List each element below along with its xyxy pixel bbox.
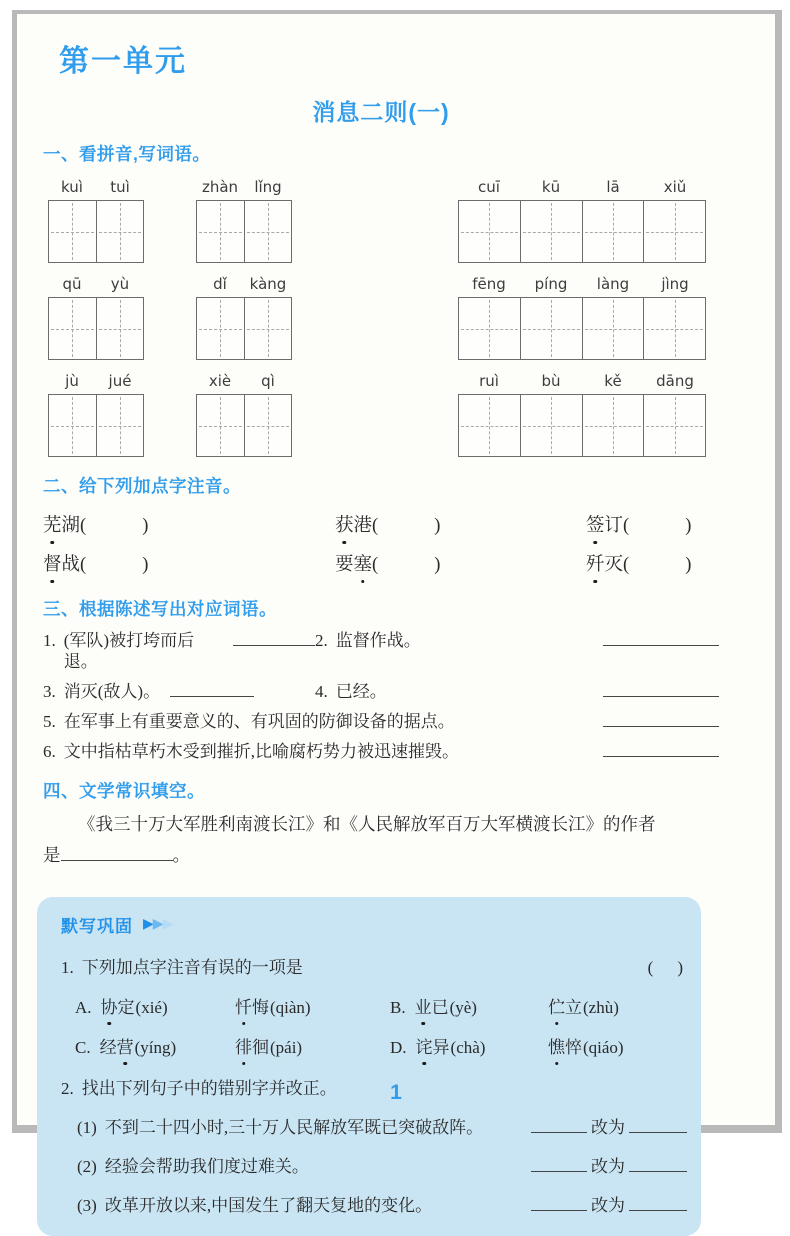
- pinyin-syllable: dǐ: [213, 275, 227, 293]
- writing-cell[interactable]: [520, 201, 582, 262]
- writing-cell[interactable]: [49, 395, 96, 456]
- writing-cell[interactable]: [459, 201, 520, 262]
- question1-stem: [37, 953, 701, 978]
- pinyin-reading: (zhù): [583, 998, 619, 1017]
- pinyin-group: [48, 372, 144, 457]
- review-box: [37, 897, 701, 1236]
- paren-close: ): [434, 555, 441, 575]
- pinyin-row: [43, 178, 719, 263]
- pinyin-syllable: kàng: [249, 275, 287, 293]
- pinyin-syllable: kuì: [61, 178, 83, 196]
- item-number: (1): [77, 1118, 97, 1137]
- pinyin-syllable: jué: [108, 372, 132, 390]
- dotted-char: 芜: [43, 511, 62, 537]
- dotted-char: 徘: [235, 1033, 252, 1058]
- option-a[interactable]: [75, 993, 235, 1018]
- dotted-char: 憔: [548, 1033, 565, 1058]
- answer-blank[interactable]: [603, 683, 719, 697]
- annotate-item: [335, 550, 586, 576]
- char: 徊: [252, 1038, 269, 1057]
- dotted-char: 签: [586, 511, 605, 537]
- pinyin-reading: (pái): [270, 1038, 303, 1057]
- answer-blank[interactable]: [531, 1119, 587, 1133]
- item-number: 2.: [315, 631, 328, 650]
- question-text: 下列加点字注音有误的一项是: [81, 958, 303, 977]
- dotted-char: 营: [117, 1033, 134, 1058]
- paren-open: (: [623, 555, 630, 575]
- definition-text: 监督作战。: [335, 631, 421, 650]
- review-box-header: [37, 912, 701, 937]
- writing-cell[interactable]: [197, 201, 244, 262]
- gai-label: 改为: [591, 1196, 625, 1215]
- review-box-title: 默写巩固: [61, 917, 133, 936]
- paren-open: (: [372, 516, 379, 536]
- answer-blank[interactable]: [61, 847, 173, 861]
- pinyin-reading: (yè): [449, 998, 477, 1017]
- answer-blank[interactable]: [629, 1197, 687, 1211]
- writing-cell[interactable]: [197, 298, 244, 359]
- item-number: 5.: [43, 712, 56, 731]
- answer-blank[interactable]: [629, 1119, 687, 1133]
- annotate-item: [43, 511, 335, 537]
- option-c[interactable]: [75, 1033, 235, 1058]
- question-suffix: 。: [172, 845, 190, 865]
- sentence-text: 经验会帮助我们度过难关。: [104, 1157, 309, 1176]
- option-b[interactable]: [390, 993, 548, 1018]
- char: 港: [353, 516, 373, 536]
- sentence-text: 改革开放以来,中国发生了翻天复地的变化。: [104, 1196, 433, 1215]
- dotted-char: 伫: [548, 993, 565, 1018]
- annotate-item: [43, 550, 335, 576]
- item-number: 6.: [43, 742, 56, 761]
- annotate-item: [586, 550, 691, 576]
- item-number: (3): [77, 1196, 97, 1215]
- char: 定: [117, 998, 135, 1017]
- char: 悔: [252, 998, 269, 1017]
- pinyin-syllable: kě: [604, 372, 622, 390]
- item-number: (2): [77, 1157, 97, 1176]
- pinyin-group: [48, 275, 144, 360]
- option-label: A.: [75, 998, 92, 1017]
- definition-text: (军队)被打垮而后退。: [63, 631, 195, 671]
- pinyin-syllable: jìng: [661, 275, 689, 293]
- pinyin-syllable: jù: [65, 372, 79, 390]
- options-row: [37, 993, 701, 1018]
- definition-text: 在军事上有重要意义的、有巩固的防御设备的据点。: [63, 712, 455, 731]
- pinyin-syllable: lā: [606, 178, 620, 196]
- item-number: 1.: [61, 958, 74, 977]
- pinyin-row: [43, 275, 719, 360]
- pinyin-syllable: píng: [534, 275, 568, 293]
- pinyin-syllable: qū: [62, 275, 82, 293]
- writing-cell[interactable]: [643, 298, 705, 359]
- option-a-word2: [235, 993, 390, 1018]
- dotted-char: 忏: [235, 993, 252, 1018]
- char: 订: [604, 516, 624, 536]
- section4-heading: 四、文学常识填空。: [43, 781, 205, 801]
- pinyin-syllable: kū: [541, 178, 561, 196]
- paren-open: (: [623, 516, 630, 536]
- pinyin-syllable: zhàn: [201, 178, 239, 196]
- pinyin-reading: (chà): [450, 1038, 486, 1057]
- dotted-char: 诧: [416, 1033, 433, 1058]
- pinyin-group: [196, 372, 292, 457]
- pinyin-group: [196, 275, 292, 360]
- writing-cell[interactable]: [582, 201, 644, 262]
- writing-cell[interactable]: [244, 201, 292, 262]
- char: 立: [565, 998, 582, 1017]
- gai-label: 改为: [591, 1157, 625, 1176]
- paren-close: ): [685, 516, 692, 536]
- answer-blank[interactable]: [233, 632, 315, 646]
- writing-cell[interactable]: [244, 395, 292, 456]
- answer-blank[interactable]: [531, 1197, 587, 1211]
- section2-heading: 二、给下列加点字注音。: [43, 476, 241, 496]
- pinyin-syllable: làng: [596, 275, 630, 293]
- section3-heading: 三、根据陈述写出对应词语。: [43, 599, 277, 619]
- char: 湖: [61, 516, 81, 536]
- paren-close: ): [685, 555, 692, 575]
- lesson-title: 消息二则(一): [312, 99, 450, 125]
- pinyin-syllable: bù: [541, 372, 561, 390]
- option-c-word2: [235, 1033, 390, 1058]
- option-label: B.: [390, 998, 406, 1017]
- pinyin-row: [43, 372, 719, 457]
- correction-row: [37, 1191, 701, 1216]
- pinyin-syllable: xiè: [208, 372, 232, 390]
- definition-text: 已经。: [335, 682, 387, 701]
- paren-close: ): [142, 555, 149, 575]
- item-number: 3.: [43, 682, 56, 701]
- question-text: 《我三十万大军胜利南渡长江》和《人民解放军百万大军横渡长江》的作者: [78, 814, 656, 834]
- definition-text: 文中指枯草朽木受到摧折,比喻腐朽势力被迅速摧毁。: [63, 742, 459, 761]
- pinyin-syllable: fēng: [472, 275, 506, 293]
- char: 战: [61, 555, 81, 575]
- paren-open: (: [80, 516, 87, 536]
- dotted-char: 督: [43, 550, 62, 576]
- writing-cell[interactable]: [643, 201, 705, 262]
- answer-blank[interactable]: [603, 743, 719, 757]
- pinyin-group: [196, 178, 292, 263]
- section1-heading: 一、看拼音,写词语。: [43, 144, 211, 164]
- option-b-word2: [548, 993, 619, 1018]
- pinyin-group: [458, 372, 706, 457]
- writing-cell[interactable]: [520, 395, 582, 456]
- sentence-text: 不到二十四小时,三十万人民解放军既已突破敌阵。: [104, 1118, 484, 1137]
- pinyin-syllable: tuì: [110, 178, 130, 196]
- item-number: 4.: [315, 682, 328, 701]
- pinyin-group: [458, 178, 706, 263]
- option-label: C.: [75, 1038, 91, 1057]
- section-pinyin: [43, 141, 719, 457]
- writing-cell[interactable]: [96, 298, 144, 359]
- annotate-row: [43, 511, 719, 537]
- paren-open: (: [372, 555, 379, 575]
- pinyin-group: [458, 275, 706, 360]
- item-number: 1.: [43, 631, 56, 650]
- writing-cell[interactable]: [520, 298, 582, 359]
- writing-cell[interactable]: [96, 395, 144, 456]
- paren-close: ): [142, 516, 149, 536]
- pinyin-syllable: lǐng: [254, 178, 282, 196]
- option-d[interactable]: [390, 1033, 548, 1058]
- dotted-char: 业: [415, 993, 432, 1018]
- answer-bracket[interactable]: ( ): [647, 958, 685, 977]
- definition-row: [43, 681, 719, 702]
- definition-row: [43, 711, 719, 732]
- dotted-char: 获: [335, 511, 354, 537]
- correction-row: [37, 1152, 701, 1177]
- answer-blank[interactable]: [170, 683, 254, 697]
- paren-open: (: [80, 555, 87, 575]
- definition-row: [43, 741, 719, 762]
- pinyin-syllable: qì: [261, 372, 275, 390]
- pinyin-syllable: cuī: [478, 178, 500, 196]
- answer-blank[interactable]: [629, 1158, 687, 1172]
- item-number: 2.: [61, 1079, 74, 1098]
- paren-close: ): [434, 516, 441, 536]
- option-d-word2: [548, 1033, 624, 1058]
- question-text: 找出下列句子中的错别字并改正。: [81, 1079, 337, 1098]
- writing-cell[interactable]: [582, 298, 644, 359]
- pinyin-syllable: yù: [110, 275, 130, 293]
- pinyin-syllable: ruì: [479, 372, 499, 390]
- pinyin-reading: (qiáo): [583, 1038, 624, 1057]
- writing-cell[interactable]: [459, 298, 520, 359]
- char: 经: [99, 1038, 117, 1057]
- writing-cell[interactable]: [582, 395, 644, 456]
- writing-cell[interactable]: [244, 298, 292, 359]
- writing-cell[interactable]: [49, 298, 96, 359]
- answer-blank[interactable]: [531, 1158, 587, 1172]
- section-literary-knowledge: [43, 778, 719, 871]
- pinyin-reading: (yíng): [134, 1038, 177, 1057]
- annotate-row: [43, 550, 719, 576]
- unit-title: 第一单元: [59, 45, 187, 78]
- char: 灭: [604, 555, 624, 575]
- writing-cell[interactable]: [459, 395, 520, 456]
- pinyin-syllable: xiǔ: [663, 178, 687, 196]
- options-row: [37, 1033, 701, 1058]
- pinyin-syllable: dāng: [656, 372, 694, 390]
- triple-arrow-icon: ▶▶▶: [143, 917, 173, 932]
- char: 悴: [565, 1038, 582, 1057]
- section-word-from-definition: [43, 596, 719, 762]
- workbook-page: [12, 10, 782, 1215]
- char: 异: [432, 1038, 450, 1057]
- pinyin-reading: (xié): [135, 998, 168, 1017]
- option-label: D.: [390, 1038, 407, 1057]
- dotted-char: 塞: [354, 550, 373, 576]
- writing-cell[interactable]: [197, 395, 244, 456]
- writing-cell[interactable]: [96, 201, 144, 262]
- question-prefix: 是: [43, 845, 61, 865]
- pinyin-reading: (qiàn): [270, 998, 311, 1017]
- definition-row: [43, 630, 719, 672]
- writing-cell[interactable]: [49, 201, 96, 262]
- dotted-char: 协: [101, 993, 118, 1018]
- definition-text: 消灭(敌人)。: [63, 682, 161, 701]
- pinyin-group: [48, 178, 144, 263]
- dotted-char: 歼: [586, 550, 605, 576]
- correction-row: [37, 1113, 701, 1138]
- annotate-item: [335, 511, 586, 537]
- writing-cell[interactable]: [643, 395, 705, 456]
- section-annotate-pinyin: [43, 473, 719, 576]
- literary-question: [43, 809, 719, 871]
- annotate-item: [586, 511, 691, 537]
- char: 已: [431, 998, 449, 1017]
- char: 要: [335, 555, 354, 575]
- gai-label: 改为: [591, 1118, 625, 1137]
- answer-blank[interactable]: [603, 632, 719, 646]
- answer-blank[interactable]: [603, 713, 719, 727]
- page-number: 1: [390, 1081, 402, 1104]
